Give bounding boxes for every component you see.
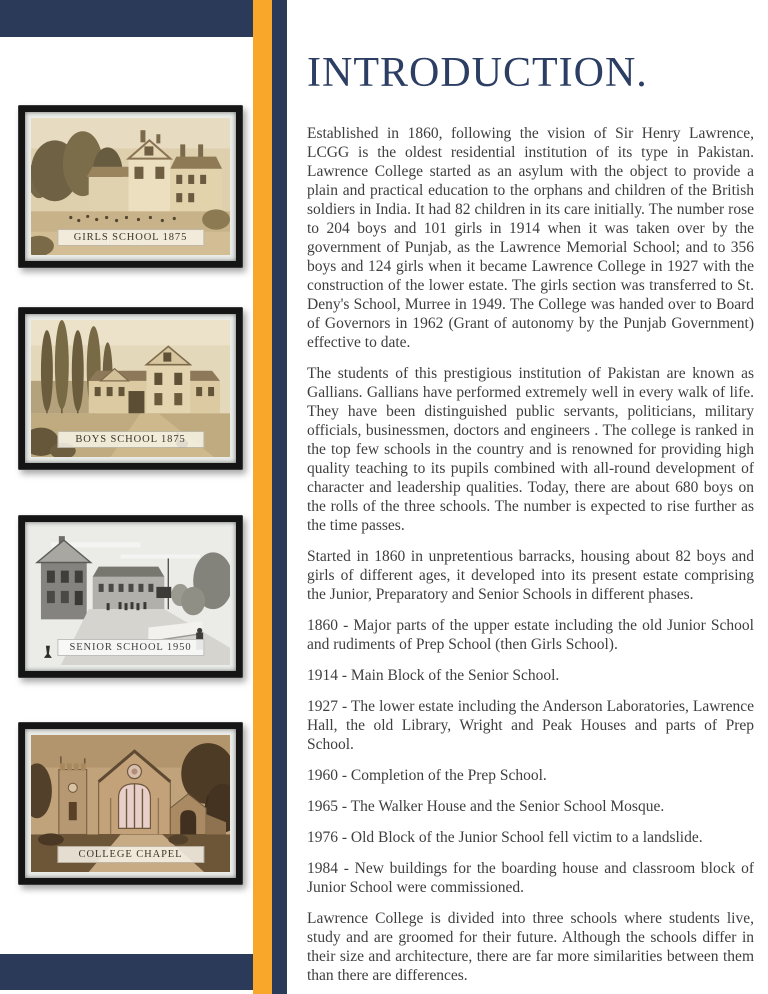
timeline-1914: 1914 - Main Block of the Senior School. [307,667,560,684]
timeline-1960: 1960 - Completion of the Prep School. [307,767,547,784]
photo-boys-school-1875 [31,320,230,457]
framed-photo-girls-school-1875 [18,105,243,268]
navy-divider-stripe [272,0,287,994]
photo-caption: BOYS SCHOOL 1875 [57,431,204,448]
timeline-1984: 1984 - New buildings for the boarding house and classroom block of Junior School were commissioned. [307,860,754,896]
photo-caption: SENIOR SCHOOL 1950 [57,639,204,656]
paragraph-three-schools: Lawrence College is divided into three schools where students live, study and are groomed for their future. Although the schools differ in their size and architecture, there are far more similarities between them than there are differences. [307,910,754,984]
page-title: INTRODUCTION. [307,50,648,96]
body-text [307,124,754,985]
paragraph-gallians: The students of this prestigious institution of Pakistan are known as Gallians. Gallians have performed extremely well in every walk of life. They have been distinguished public servants, politicians, military officials, businessmen, doctors and engineers . The college is ranked in the top few schools in the country and is renowned for providing high quality teaching to its pupils combined with all-round development of character and leadership qualities. Today, there are about 680 boys on the rolls of the three schools. The number is expected to rise further as the time passes. [307,365,754,534]
photo-mat [25,522,236,671]
framed-photo-boys-school-1875 [18,307,243,470]
photo-girls-school-1875 [31,118,230,255]
paragraph-development: Started in 1860 in unpretentious barracks, housing about 82 boys and girls of different ages, it developed into its present estate comprising the Junior, Preparatory and Senior Schools in different phases. [307,548,754,603]
photo-caption: COLLEGE CHAPEL [57,846,204,863]
photo-mat [25,314,236,463]
photo-caption: GIRLS SCHOOL 1875 [57,229,204,246]
framed-photo-college-chapel [18,722,243,885]
photo-mat [25,729,236,878]
photo-mat [25,112,236,261]
timeline-1927: 1927 - The lower estate including the Anderson Laboratories, Lawrence Hall, the old Library, Wright and Peak Houses and parts of Prep School. [307,698,754,753]
gold-divider-stripe [253,0,272,994]
sidebar-top-bar [0,0,253,37]
timeline-1965: 1965 - The Walker House and the Senior School Mosque. [307,798,665,815]
paragraph-history: Established in 1860, following the vision of Sir Henry Lawrence, LCGG is the oldest residential institution of its type in Pakistan. Lawrence College started as an asylum with the object to provide a plain and practical education to the orphans and children of the British soldiers in India. It had 82 children in its care initially. The number rose to 204 boys and 101 girls in 1914 when it was taken over by the government of Punjab, as the Lawrence Memorial School; and to 356 boys and 124 girls when it became Lawrence College in 1927 with the construction of the lower estate. The girls section was transferred to St. Deny's School, Murree in 1949. The College was handed over to Board of Governors in 1962 (Grant of autonomy by the Punjab Government) effective to date. [307,125,754,351]
timeline-1976: 1976 - Old Block of the Junior School fell victim to a landslide. [307,829,703,846]
photo-senior-school-1950 [31,528,230,665]
photo-college-chapel [31,735,230,872]
sidebar-bottom-bar [0,954,253,990]
main-content [307,0,754,994]
timeline-1860: 1860 - Major parts of the upper estate including the old Junior School and rudiments of Prep School (then Girls School). [307,617,754,653]
framed-photo-senior-school-1950 [18,515,243,678]
